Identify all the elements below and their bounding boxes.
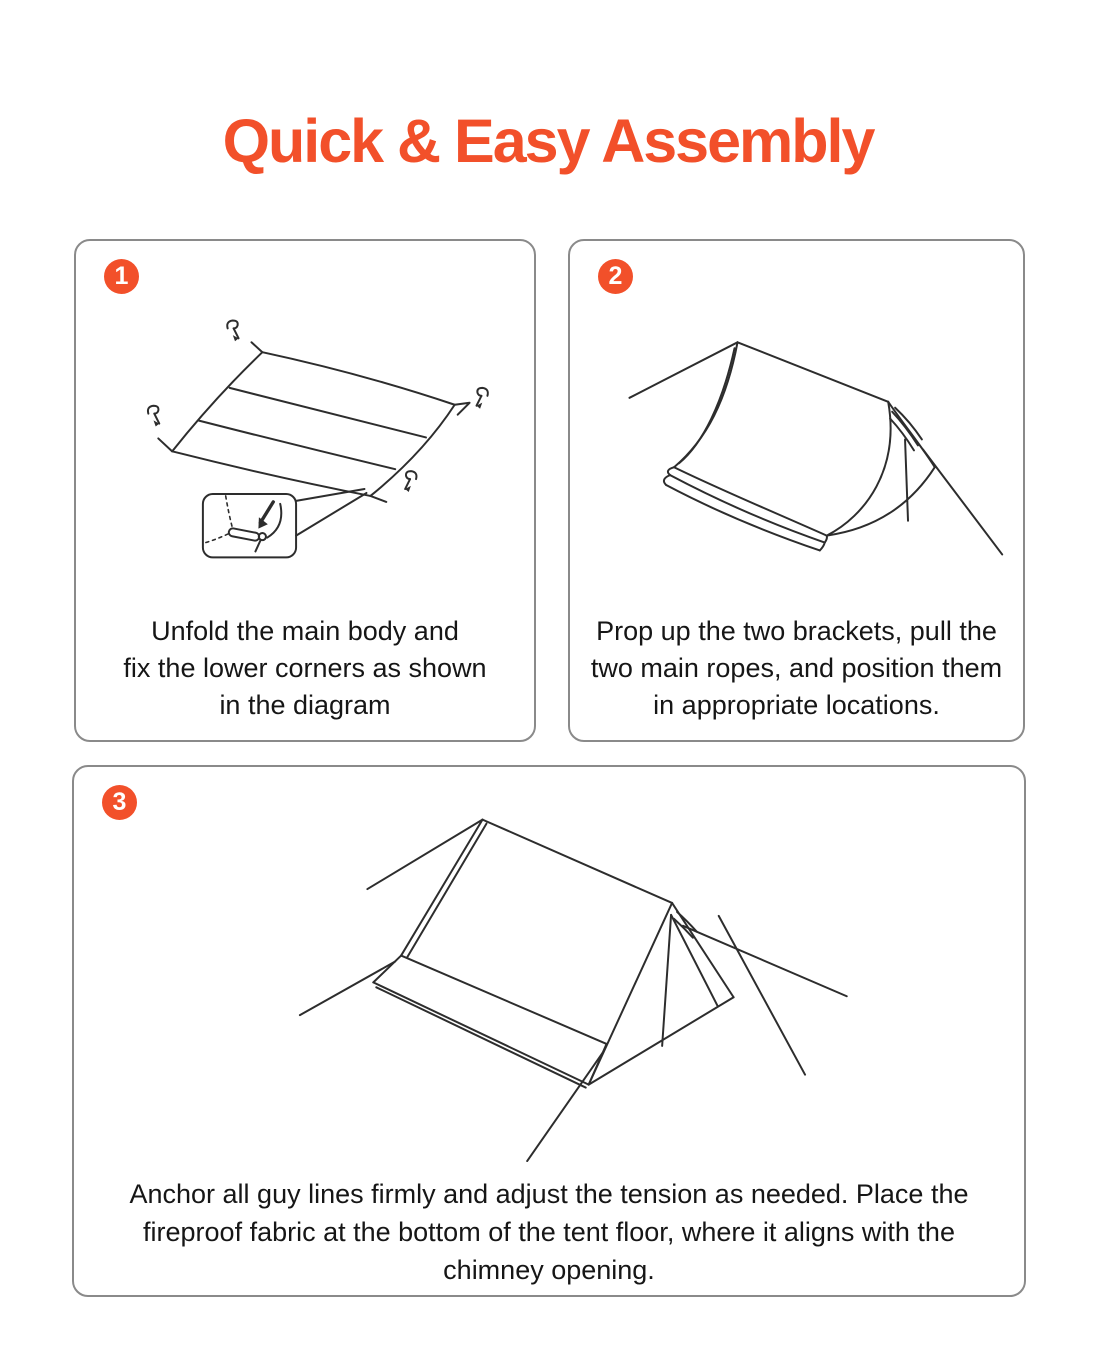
step-3-number: 3 [112,788,127,816]
step-1-number: 1 [114,262,129,290]
step-2-number-badge [598,259,633,294]
step-2-panel [568,239,1025,742]
step-1-caption [84,613,526,724]
step-2-caption-line-3: in appropriate locations. [653,690,940,720]
step-2-caption-line-2: two main ropes, and position them [590,653,1003,683]
step-1-caption-line-3: in the diagram [219,690,391,720]
step-2-caption [578,613,1015,724]
step-3-caption [82,1175,1016,1289]
step-3-caption-line-1: Anchor all guy lines firmly and adjust the tension as needed. Place the [129,1179,969,1209]
step-1-caption-line-2: fix the lower corners as shown [123,653,487,683]
step-1-caption-line-1: Unfold the main body and [151,616,459,646]
step-1-panel [74,239,536,742]
step-2-caption-line-1: Prop up the two brackets, pull the [596,616,997,646]
step-3-caption-line-2: fireproof fabric at the bottom of the tent floor, where it aligns with the [143,1217,955,1247]
page-title: Quick & Easy Assembly [222,107,874,175]
step-3-panel [72,765,1026,1297]
step-1-number-badge [104,259,139,294]
step-2-number: 2 [608,262,623,290]
step-3-number-badge [102,785,137,820]
step-3-caption-line-3: chimney opening. [443,1255,655,1285]
